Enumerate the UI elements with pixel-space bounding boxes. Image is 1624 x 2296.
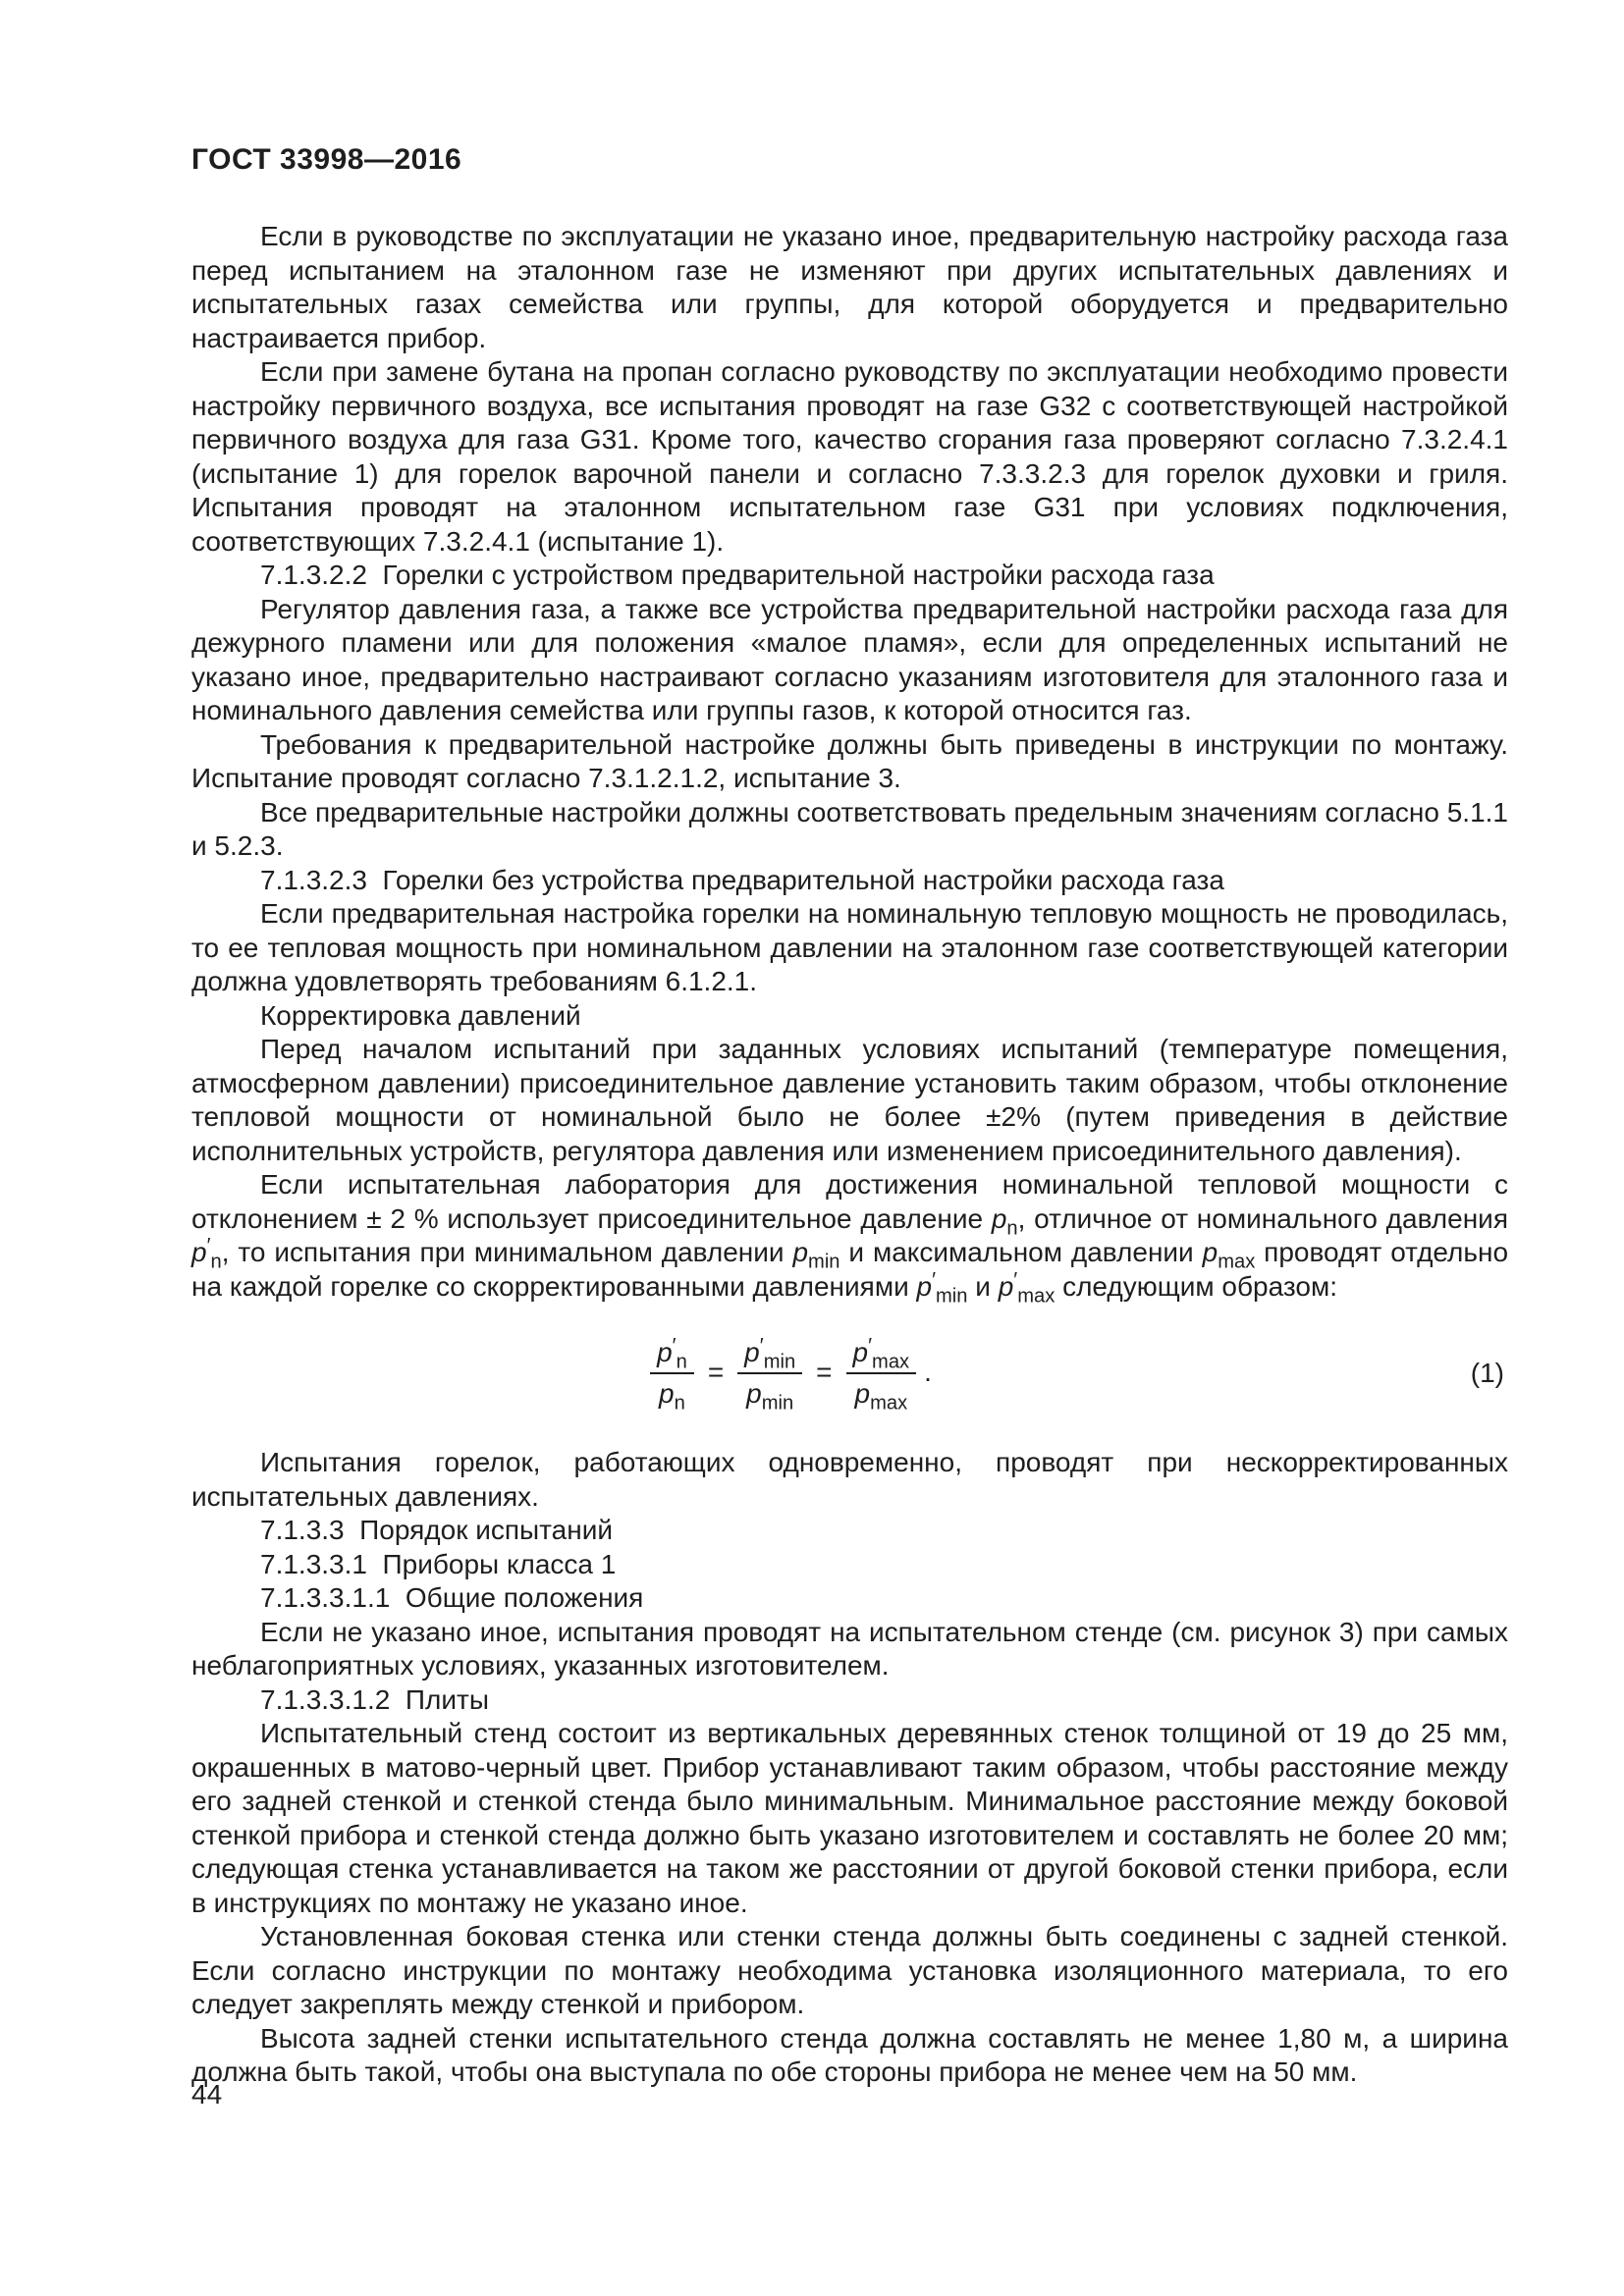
paragraph-simultaneous-burners: Испытания горелок, работающих одновременно, проводят при нескорректированных испытательных давлениях.: [191, 1447, 1508, 1512]
equals-sign: =: [816, 1357, 833, 1388]
paragraph-lab-pressures: [191, 1168, 1509, 1308]
paragraph-preset-limits: Все предварительные настройки должны соответствовать предельным значениям согласно 5.1.1 и 5.2.3.: [191, 796, 1508, 861]
paragraph-pressure-regulator: Регулятор давления газа, а также все устройства предварительной настройки расхода газа для дежурного пламени или для положения «малое пламя», если для определенных испытаний не указано иное, предварительно настраивают согласно указаниям изготовителя для эталонного газа и номинального давления семейства или группы газов, к которой относится газ.: [191, 593, 1508, 725]
text-run: Если испытательная лаборатория для достижения номинальной тепловой мощности с отклонением ± 2 % использует присоединительное давление: [191, 1169, 1508, 1234]
page-content: [191, 143, 1508, 2090]
paragraph-side-wall: Установленная боковая стенка или стенки стенда должны быть соединены с задней стенкой. Если согласно инструкции по монтажу необходима установка изоляционного материала, то его следует закреплять между стенкой и прибором.: [191, 1921, 1508, 2019]
text-run: , отличное от номинального давления: [1017, 1202, 1508, 1234]
pressure-symbol-pmin: $p_{min}$: [792, 1237, 840, 1273]
paragraph-butane-propane: Если при замене бутана на пропан согласно руководству по эксплуатации необходимо провести настройку первичного воздуха, все испытания проводят на газе G32 с соответствующей настройкой первичного воздуха для газа G31. Кроме того, качество сгорания газа проверяют согласно 7.3.2.4.1 (испытание 1) для горелок варочной панели и согласно 7.3.3.2.3 для горелок духовки и гриля. Испытания проводят на эталонном испытательном газе G31 при условиях подключения, соответствующих 7.3.2.4.1 (испытание 1).: [191, 356, 1508, 557]
paragraph-preset-requirements: Требования к предварительной настройке должны быть приведены в инструкции по монтажу. Испытание проводят согласно 7.3.1.2.1.2, испытание 3.: [191, 728, 1508, 793]
text-run: , то испытания при минимальном давлении: [221, 1237, 793, 1267]
text-run: и максимальном давлении: [839, 1237, 1203, 1267]
document-body: [191, 220, 1508, 2090]
paragraph-test-bench-walls: Испытательный стенд состоит из вертикальных деревянных стенок толщиной от 19 до 25 мм, окрашенных в матово-черный цвет. Прибор устанавливают таким образом, чтобы расстояние между его задней стенкой и стенкой стенда было минимальным. Минимальное расстояние между боковой стенкой прибора и стенкой стенда должно быть указано изготовителем и составлять не более 20 мм; следующая стенка устанавливается на таком же расстоянии от другой боковой стенки прибора, если в инструкциях по монтажу не указано иное.: [191, 1718, 1508, 1918]
fraction-pn: $\frac{p'_n}{p_n}$: [650, 1335, 694, 1411]
text-run: следующим образом:: [1055, 1270, 1337, 1302]
section-heading-7-1-3-2-3: 7.1.3.2.3 Горелки без устройства предварительной настройки расхода газа: [260, 864, 1224, 895]
paragraph-before-tests: Перед началом испытаний при заданных условиях испытаний (температуре помещения, атмосферном давлении) присоединительное давление установить таким образом, чтобы отклонение тепловой мощности от номинальной было не более ±2% (путем приведения в действие исполнительных устройств, регулятора давления или изменением присоединительного давления).: [191, 1034, 1508, 1166]
text-run: проводят отдельно на каждой горелке со скорректированными давлениями: [191, 1237, 1509, 1302]
section-heading-7-1-3-2-2: 7.1.3.2.2 Горелки с устройством предварительной настройки расхода газа: [260, 560, 1215, 590]
formula-period: .: [924, 1357, 932, 1388]
text-run: и: [967, 1270, 999, 1302]
pressure-symbol-pmax: $p_{max}$: [1202, 1237, 1256, 1273]
pressure-symbol-pn-prime: $p'_n$: [191, 1234, 222, 1273]
fraction-pmin: $\frac{p'_{min}}{p_{min}}$: [737, 1335, 802, 1411]
pressure-symbol-pmax-prime: $p'_{max}$: [998, 1268, 1056, 1308]
fraction-pmax: $\frac{p'_{max}}{p_{max}}$: [846, 1335, 917, 1411]
pressure-symbol-pmin-prime: $p'_{min}$: [916, 1268, 968, 1308]
equals-sign: =: [707, 1357, 725, 1388]
section-heading-7-1-3-3-1: 7.1.3.3.1 Приборы класса 1: [260, 1548, 617, 1579]
section-heading-7-1-3-3-1-1: 7.1.3.3.1.1 Общие положения: [260, 1582, 644, 1613]
running-header: ГОСТ 33998—2016: [191, 143, 462, 176]
pressure-symbol-pn: $p_n$: [991, 1202, 1018, 1240]
paragraph-preset-flow: Если в руководстве по эксплуатации не указано иное, предварительную настройку расхода газа перед испытанием на эталонном газе не изменяют при других испытательных давлениях и испытательных газах семейства или группы, для которой оборудуется и предварительно настраивается прибор.: [191, 221, 1508, 353]
section-heading-7-1-3-3: 7.1.3.3 Порядок испытаний: [260, 1515, 613, 1545]
equation-1: [650, 1334, 932, 1415]
paragraph-no-preset: Если предварительная настройка горелки на номинальную тепловую мощность не проводилась, то ее тепловая мощность при номинальном давлении на эталонном газе соответствующей категории должна удовлетворять требованиям 6.1.2.1.: [191, 898, 1508, 996]
page-number: 44: [191, 2079, 223, 2109]
paragraph-test-bench-general: Если не указано иное, испытания проводят на испытательном стенде (см. рисунок 3) при самых неблагоприятных условиях, указанных изготовителем.: [191, 1616, 1508, 1681]
equation-number: (1): [1470, 1357, 1504, 1388]
paragraph-back-wall-height: Высота задней стенки испытательного стенда должна составлять не менее 1,80 м, а ширина должна быть такой, чтобы она выступала по обе стороны прибора не менее чем на 50 мм.: [191, 2022, 1508, 2087]
section-heading-7-1-3-3-1-2: 7.1.3.3.1.2 Плиты: [260, 1683, 489, 1715]
paragraph-pressure-correction-title: Корректировка давлений: [260, 999, 581, 1031]
equation-1-row: [191, 1334, 1508, 1415]
